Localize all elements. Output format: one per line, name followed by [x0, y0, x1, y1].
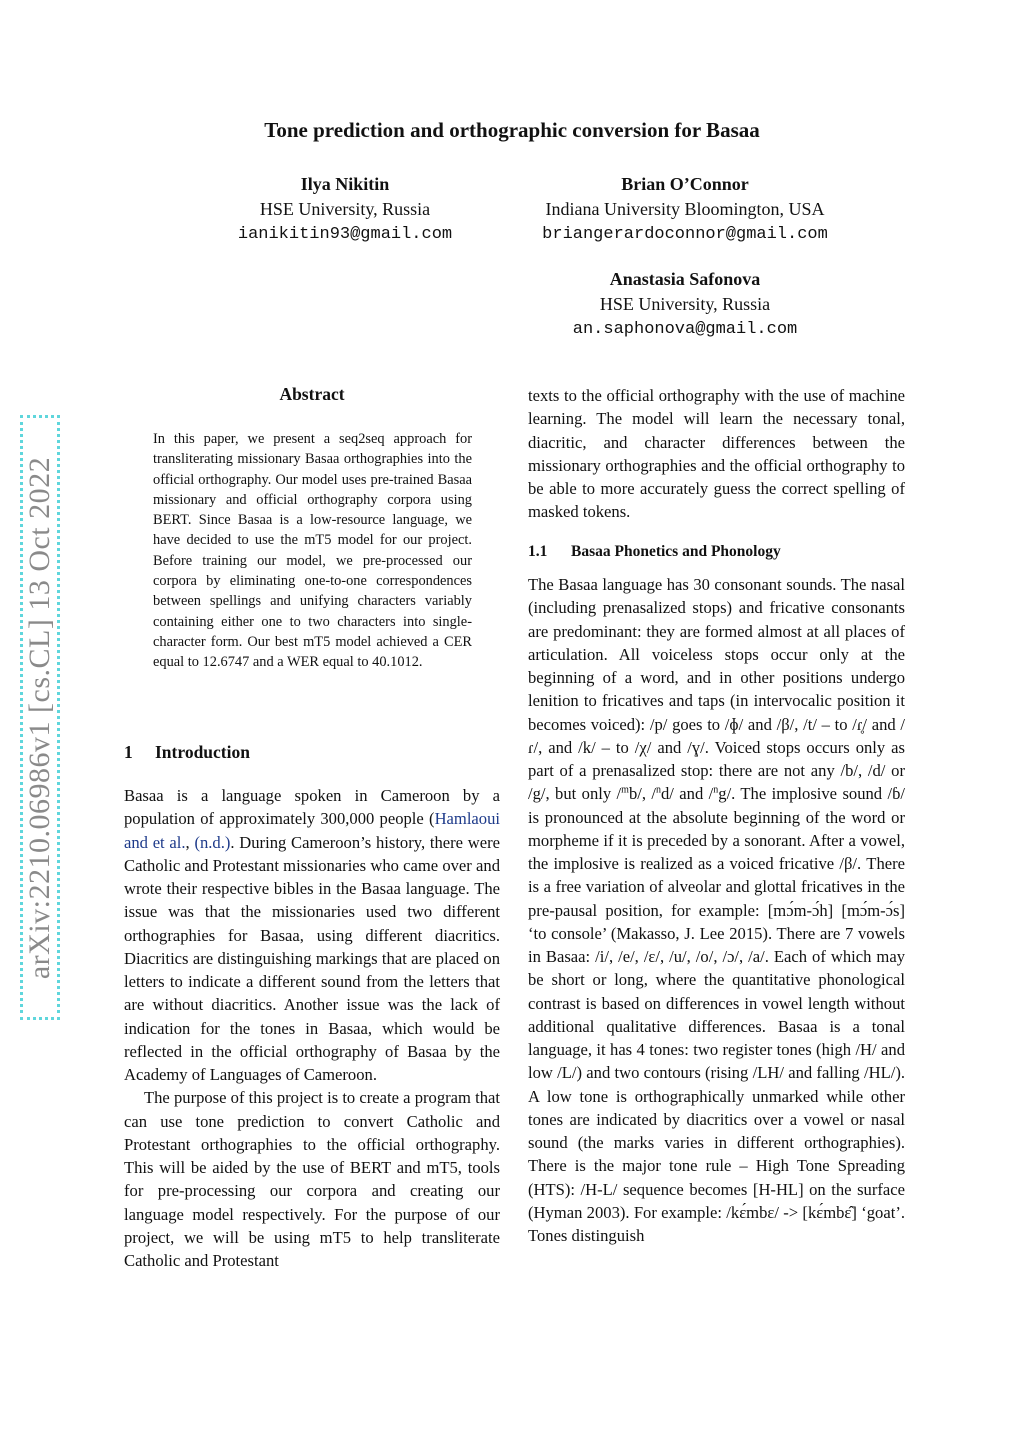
author-name: Brian O’Connor: [621, 174, 749, 194]
author-email: an.saphonova@gmail.com: [572, 320, 798, 339]
phonology-paragraph: [528, 573, 905, 1247]
superscript-n: n: [656, 784, 661, 796]
intro-paragraph-1: [124, 784, 500, 1086]
intro-paragraph-2-continued: texts to the official orthography with the use of machine learning. The model will learn the necessary tonal, diacritic, and character differences between the missionary orthographies and the official orthography to be able to more accurately guess the correct spelling of masked tokens.: [528, 386, 905, 522]
subsection-number: 1.1: [528, 543, 548, 560]
citation-separator: ,: [185, 832, 195, 852]
abstract-text: In this paper, we present a seq2seq approach for transliterating missionary Basaa orthographies into the official orthography. Our model uses pre-trained Basaa missionary and official orthography corpora using BERT. Since Basaa is a low-resource language, we have decided to use the mT5 model for our project. Before training our model, we pre-processed our corpora by eliminating one-to-one correspondences between spellings and unifying characters variably containing either one to two characters into single-character form. Our best mT5 model achieved a CER equal to 12.6747 and a WER equal to 40.1012.: [153, 431, 472, 671]
paragraph-text: d/ and /: [661, 784, 714, 804]
intro-paragraph-2: The purpose of this project is to create a program that can use tone prediction to convert Catholic and Protestant orthographies to the official orthography. This will be aided by the use of BERT and mT5, tools for pre-processing our corpora and creating our language model respectively. For the purpose of our project, we will be using mT5 to help transliterate Catholic and Protestant: [124, 1088, 500, 1270]
section-title: Introduction: [155, 742, 250, 762]
left-column-body: [124, 784, 500, 1272]
citation-year-link[interactable]: (n.d.): [194, 832, 231, 852]
section-heading-introduction: [124, 742, 250, 763]
subsection-heading-phonetics: [528, 543, 781, 561]
paragraph-text: The Basaa language has 30 consonant sounds. The nasal (including prenasalized stops) and fricative consonants are predominant: they are formed almost at all places of articulation. All voiceless stops occur only at the beginning of a word, and in other positions undergo lenition to fricatives and taps (in intervocalic position it becomes voiced): /p/ goes to /ɸ/ and /β/, /t/ – to /ɾ̥/ and /ɾ/, and /k/ – to /χ/ and /ɣ/. Voiced stops occurs only as part of a prenasalized stop: there are not any /b/, /d/ or /g/, but only /: [528, 575, 905, 804]
author-affiliation: HSE University, Russia: [599, 294, 771, 314]
arxiv-identifier-stamp[interactable]: [20, 415, 60, 1020]
author-affiliation: Indiana University Bloomington, USA: [545, 199, 825, 219]
abstract-heading: Abstract: [279, 384, 345, 404]
author-name: Anastasia Safonova: [609, 269, 761, 289]
paragraph-text: . During Cameroon’s history, there were Catholic and Protestant missionaries who came over and wrote their respective bibles in the Basaa language. The issue was that the missionaries used two different orthographies for Basaa, using different diacritics. Diacritics are distinguishing markings that are placed on letters to indicate a different sound from the letters that are without diacritics. Another issue was the lack of indication for the tones in Basaa, which would be reflected in the official orthography of Basaa by the Academy of Languages of Cameroon.: [124, 832, 500, 1084]
superscript-n: n: [713, 784, 719, 796]
author-email: ianikitin93@gmail.com: [237, 225, 453, 244]
section-number: 1: [124, 742, 133, 762]
right-column-body: [528, 573, 905, 1247]
paragraph-text: Basaa is a language spoken in Cameroon by a population of approximately 300,000 people (: [124, 786, 500, 829]
right-column-top: [528, 384, 905, 524]
citation-author-link[interactable]: Hamlaoui and et al.: [124, 809, 500, 852]
paper-title: Tone prediction and orthographic conversion for Basaa: [264, 118, 760, 142]
author-block-1: [200, 172, 490, 247]
arxiv-identifier-text: arXiv:2210.06986v1 [cs.CL] 13 Oct 2022: [23, 456, 56, 979]
author-email: briangerardoconnor@gmail.com: [542, 225, 828, 244]
superscript-m: m: [621, 784, 629, 796]
author-name: Ilya Nikitin: [300, 174, 390, 194]
paragraph-text: g/. The implosive sound /ɓ/ is pronounced at the absolute beginning of the word or morpheme if it is preceded by a sonorant. After a vowel, the implosive is realized as a voiced fricative /β/. There is a free variation of alveolar and glottal fricatives in the pre-pausal position, for example: [mɔ́m-ɔ́h] [mɔ́m-ɔ́s] ‘to console’ (Makasso, J. Lee 2015). There are 7 vowels in Basaa: /i/, /e/, /ɛ/, /u/, /o/, /ɔ/, /a/. Each of which may be short or long, where the quantitative phonological contrast is based on differences in vowel length without additional qualitative differences. Basaa is a tonal language, it has 4 tones: two register tones (high /H/ and low /L/) and two contours (rising /LH/ and falling /HL/). A low tone is orthographically unmarked while other tones are indicated by diacritics over a vowel or nasal sound (the marks varies in different orthographies). There is the major tone rule – High Tone Spreading (HTS): /H-L/ sequence becomes [H-HL] on the surface (Hyman 2003). For example: /kɛ́mbɛ/ -> [kɛ́mbɛ̂] ‘goat’. Tones distinguish: [528, 784, 905, 1245]
subsection-title: Basaa Phonetics and Phonology: [571, 543, 781, 560]
author-block-3: [530, 267, 840, 342]
author-affiliation: HSE University, Russia: [259, 199, 431, 219]
paragraph-text: b/, /: [628, 784, 656, 804]
author-block-2: [505, 172, 865, 247]
